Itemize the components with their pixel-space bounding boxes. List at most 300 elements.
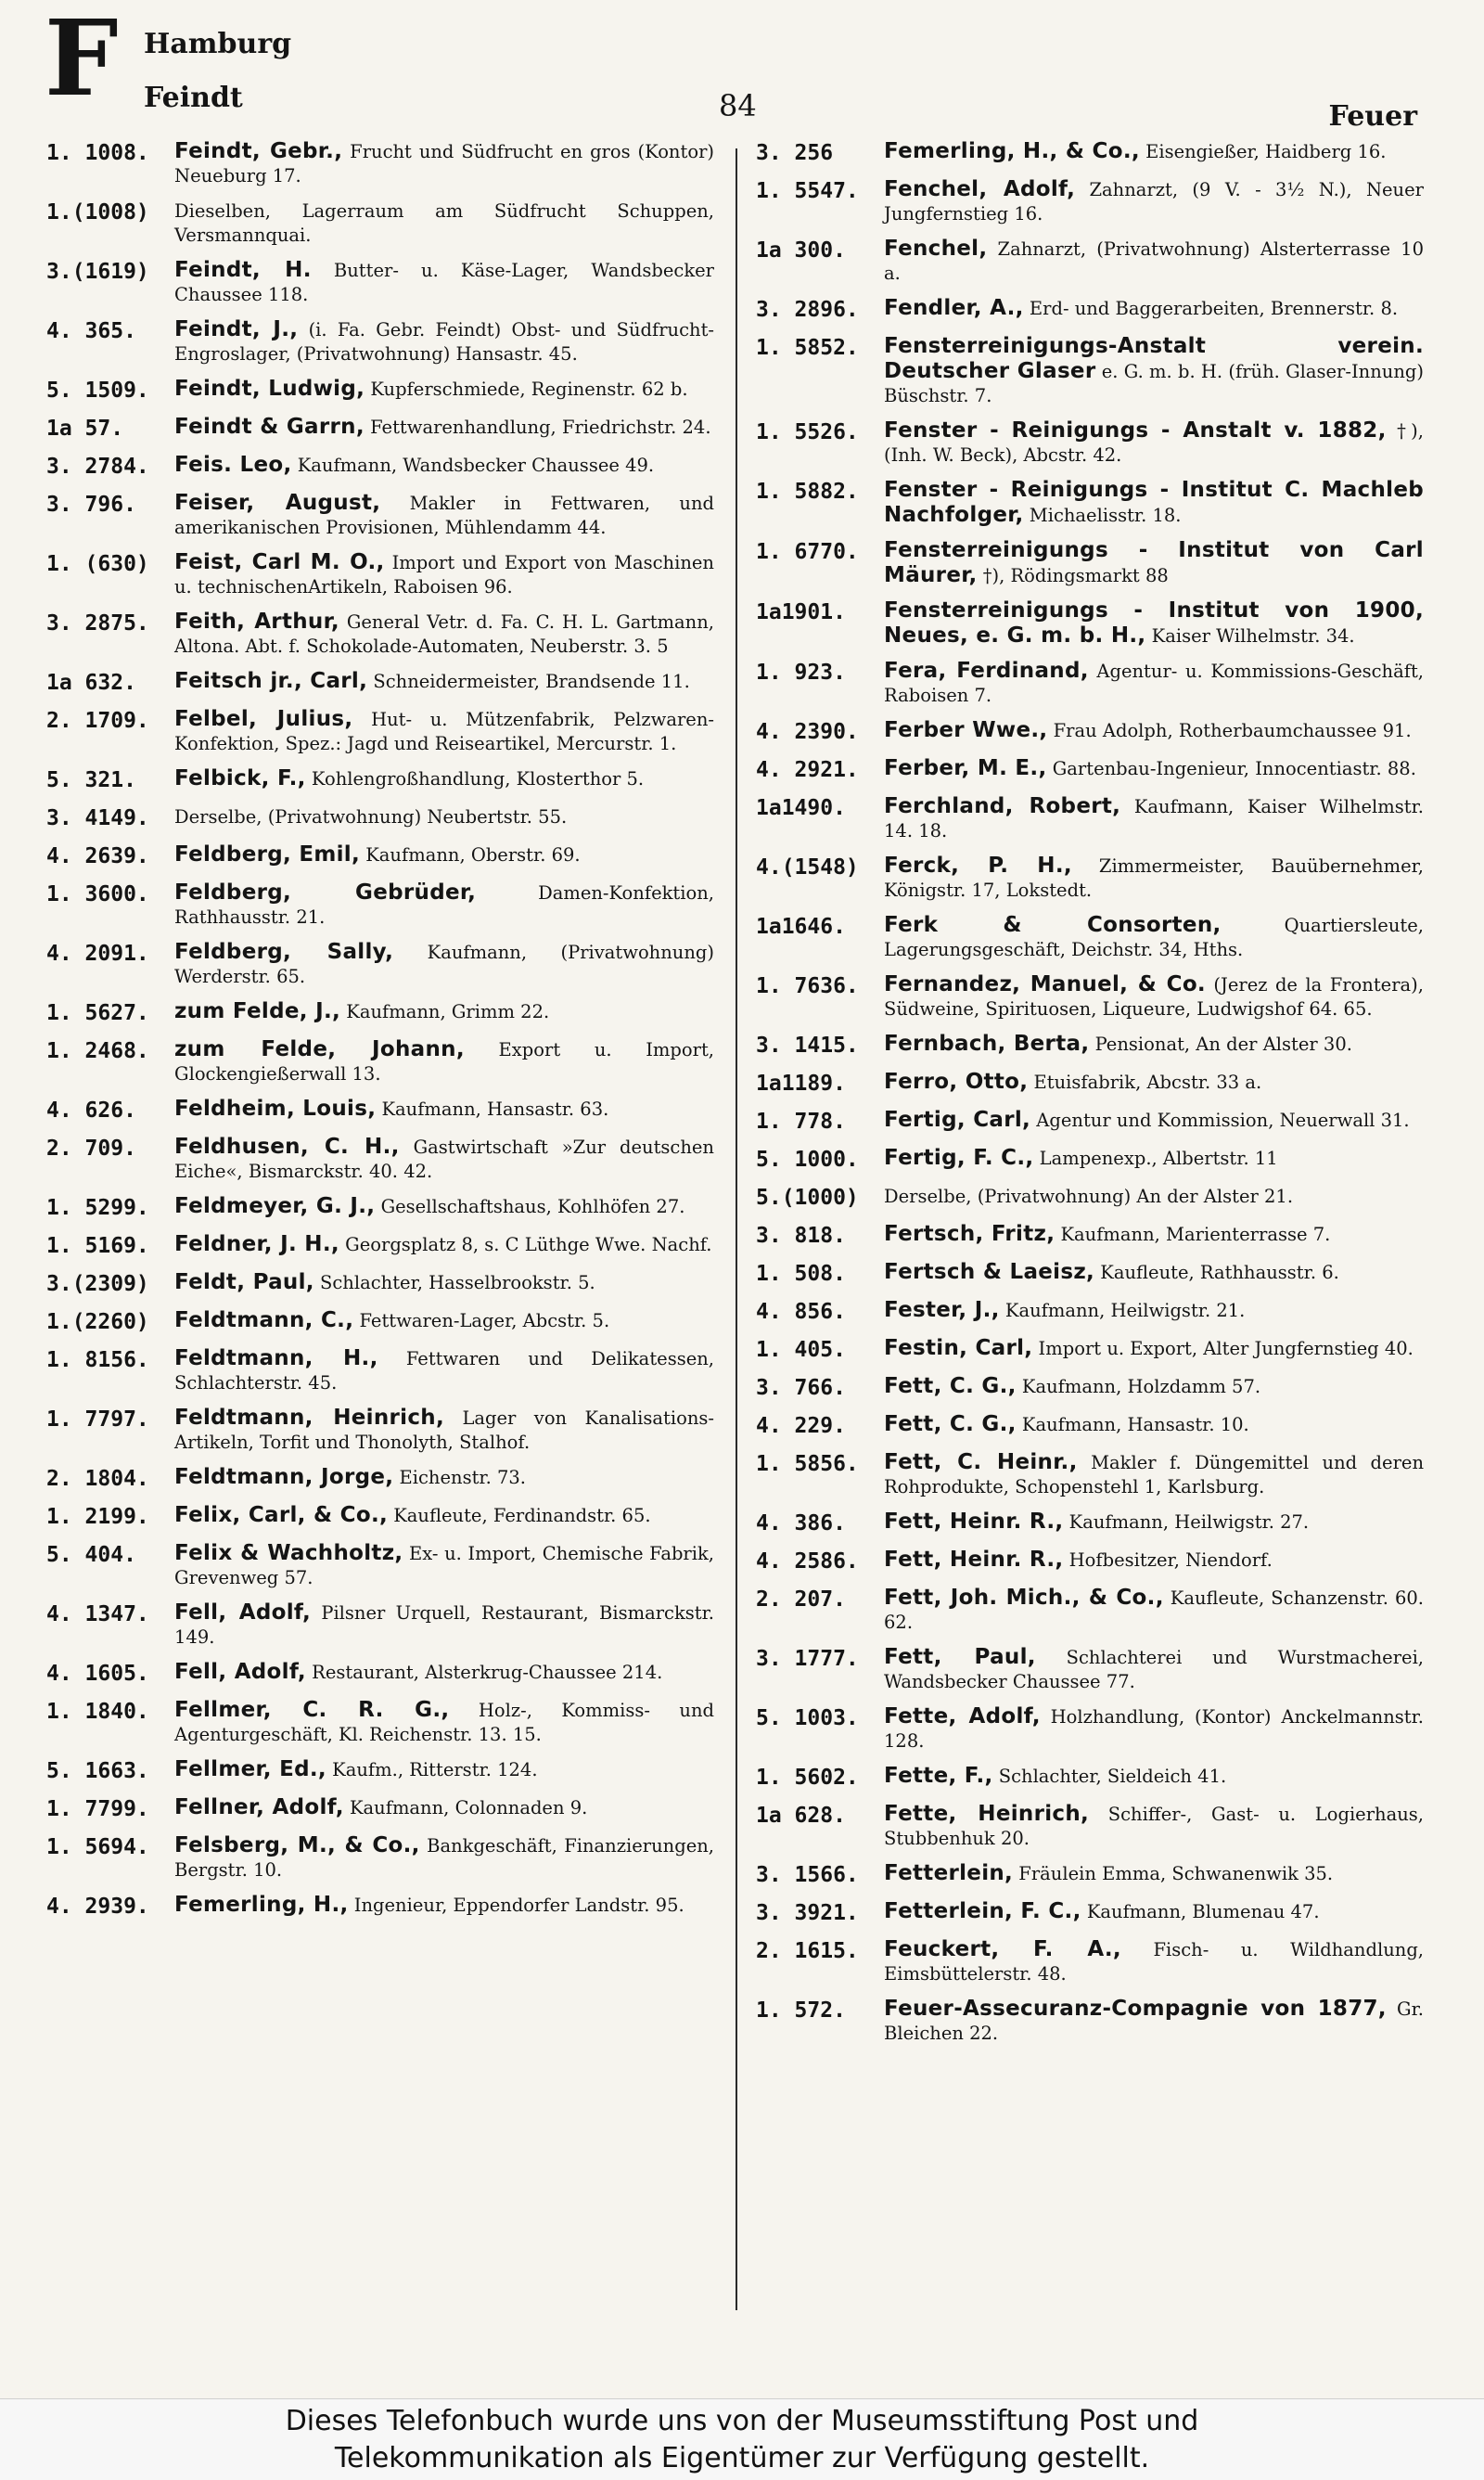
directory-entry [756,1260,1424,1288]
entry-text [884,139,1424,167]
entry-details: Kaufleute, Rathhausstr. 6. [1100,1262,1339,1283]
entry-name: Feldner, J. H., [174,1232,339,1256]
directory-entry [756,139,1424,167]
phone-number: 4. 2586. [756,1549,859,1574]
entry-text [884,1184,1424,1212]
entry-name: Feldtmann, Jorge, [174,1465,394,1489]
entry-details: Holzhandlung, (Kontor) Anckelmannstr. 128. [884,1706,1424,1752]
entry-details: Frucht und Südfrucht en gros (Kontor) Neueburg 17. [174,141,714,186]
phone-number: 3. 4149. [46,806,149,830]
phone-number: 1. 405. [756,1338,846,1362]
phone-number: 1.(2260) [46,1310,149,1334]
entry-details: Kaufmann, Hansastr. 63. [381,1099,609,1120]
directory-entry [46,377,714,405]
entry-name: Feldtmann, C., [174,1308,354,1332]
directory-entry [46,1795,714,1823]
entry-name: Fellmer, Ed., [174,1757,326,1781]
phone-number: 1. 5856. [756,1452,859,1476]
directory-entry [756,1861,1424,1889]
footer-line-2: Telekommunikation als Eigentümer zur Verfügung gestellt. [334,2442,1150,2474]
entry-text [884,1704,1424,1754]
entry-name: Feldheim, Louis, [174,1097,377,1121]
entry-name: Feith, Arthur, [174,610,339,634]
directory-entry [756,1899,1424,1927]
entry-details: Derselbe, (Privatwohnung) Neubertstr. 55. [174,806,568,828]
phone-number: 1. 2199. [46,1505,149,1529]
entry-details: Schneidermeister, Brandsende 11. [373,671,690,692]
phone-number: 4. 2639. [46,844,149,868]
directory-entry [46,842,714,870]
entry-text [884,718,1424,746]
entry-text [884,794,1424,843]
entry-name: Feist, Carl M. O., [174,550,385,574]
directory-entry [756,1146,1424,1174]
entry-details: Fräulein Emma, Schwanenwik 35. [1018,1863,1334,1884]
entry-details: Gastwirtschaft »Zur deutschen Eiche«, Bismarckstr. 40. 42. [174,1137,714,1182]
entry-details: Kaufmann, Marienterrasse 7. [1060,1224,1331,1245]
directory-entry [46,669,714,697]
entry-details: Kaufmann, Oberstr. 69. [365,844,581,866]
entry-text [884,1032,1424,1060]
entry-details: Zimmermeister, Bauübernehmer, Königstr. 17, Lokstedt. [884,855,1424,901]
entry-details: Bankgeschäft, Finanzierungen, Bergstr. 10. [174,1835,714,1881]
entry-text [174,1795,714,1823]
entry-text [884,1764,1424,1792]
directory-entry [756,1510,1424,1537]
phone-number: 1. 778. [756,1110,846,1134]
entry-details: †), Rödingsmarkt 88 [982,565,1169,586]
entry-text [884,1222,1424,1250]
entry-text [174,1135,714,1184]
entry-text [174,1503,714,1531]
phone-number: 4. 1347. [46,1602,149,1626]
entry-name: Fett, Joh. Mich., & Co., [884,1586,1164,1610]
phone-number: 1. 508. [756,1262,846,1286]
entry-text [884,1070,1424,1098]
entry-details: Pensionat, An der Alster 30. [1094,1034,1352,1055]
right-column [756,139,1424,2389]
entry-text [884,1412,1424,1440]
phone-number: 1a 300. [756,238,846,263]
entry-details: Kaufmann, Holzdamm 57. [1021,1376,1261,1397]
entry-name: Feindt, J., [174,317,299,341]
phone-number: 4.(1548) [756,855,859,880]
entry-text [884,418,1424,468]
entry-name: Feis. Leo, [174,453,292,477]
phone-number: 5.(1000) [756,1186,859,1210]
entry-details: Gr. Bleichen 22. [884,1998,1424,2044]
directory-entry [756,913,1424,962]
entry-details: Lampenexp., Albertstr. 11 [1039,1148,1278,1169]
phone-number: 1. 5602. [756,1766,859,1790]
entry-details: Quartiersleute, Lagerungsgeschäft, Deichstr. 34, Hths. [884,915,1424,960]
entry-name: Felbick, F., [174,766,306,790]
directory-entry [756,1222,1424,1250]
phone-number: 1. 572. [756,1998,846,2023]
city-heading: Hamburg [144,28,292,60]
directory-entry [756,1374,1424,1402]
entry-name: Ferro, Otto, [884,1070,1029,1094]
entry-details: e. G. m. b. H. (früh. Glaser-Innung) Büschstr. 7. [884,361,1424,406]
entry-details: Kaufmann, Heilwigstr. 21. [1004,1300,1246,1321]
entry-name: Fensterreinigungs-Anstalt verein. Deutscher Glaser [884,334,1424,383]
entry-name: Fenster - Reinigungs - Anstalt v. 1882, [884,418,1387,443]
entry-text [174,940,714,989]
entry-text [174,550,714,599]
entry-details: Kaufmann, Hansastr. 10. [1021,1414,1249,1435]
directory-entry [46,999,714,1027]
entry-text [174,1037,714,1086]
entry-text [884,1645,1424,1694]
phone-number: 3. 256 [756,141,834,165]
directory-entry [46,1270,714,1298]
entry-text [884,177,1424,226]
entry-name: Feindt, Ludwig, [174,377,365,401]
phone-number: 1. 5169. [46,1234,149,1258]
entry-text [174,415,714,443]
phone-number: 3. 796. [46,493,136,517]
phone-number: 1. 5299. [46,1196,149,1220]
entry-text [884,659,1424,708]
directory-entry [46,550,714,599]
phone-number: 1a 628. [756,1804,846,1828]
directory-entry [46,707,714,756]
entry-details: Kaufm., Ritterstr. 124. [332,1759,538,1780]
phone-number: 1. 7799. [46,1797,149,1821]
phone-number: 3. 1566. [756,1863,859,1887]
directory-entry [46,1757,714,1785]
phone-number: 1. 5547. [756,179,859,203]
footer-line-1: Dieses Telefonbuch wurde uns von der Museumsstiftung Post und [285,2405,1199,2437]
directory-entry [46,1833,714,1882]
entry-name: Fester, J., [884,1298,1000,1322]
directory-entry [756,1802,1424,1851]
entry-details: Import und Export von Maschinen u. technischenArtikeln, Raboisen 96. [174,552,714,598]
phone-number: 1a1901. [756,600,846,624]
phone-number: 2. 1709. [46,709,149,733]
entry-details: Export u. Import, Glockengießerwall 13. [174,1039,714,1085]
entry-text [174,199,714,248]
directory-entry [46,1541,714,1590]
phone-number: 1. 6770. [756,540,859,564]
phone-number: 4. 626. [46,1099,136,1123]
entry-name: Feldhusen, C. H., [174,1135,400,1159]
entry-details: Makler f. Düngemittel und deren Rohprodukte, Schopenstehl 1, Karlsburg. [884,1452,1424,1497]
entry-name: Fensterreinigungs - Institut von Carl Mäurer, [884,538,1424,587]
entry-details: Kaufleute, Schanzenstr. 60. 62. [884,1587,1424,1633]
phone-number: 3. 3921. [756,1901,859,1925]
directory-entry [46,1465,714,1493]
phone-number: 3.(1619) [46,260,149,284]
entry-details: Fettwaren und Delikatessen, Schlachterstr. 45. [174,1348,714,1394]
entry-details: Dieselben, Lagerraum am Südfrucht Schuppen, Versmannquai. [174,200,714,246]
phone-number: 3. 1777. [756,1647,859,1671]
entry-text [884,1450,1424,1499]
entry-details: Frau Adolph, Rotherbaumchaussee 91. [1053,720,1412,741]
phone-number: 5. 1509. [46,379,149,403]
entry-text [174,1308,714,1336]
entry-text [884,296,1424,324]
directory-entry [756,334,1424,408]
entry-details: Schlachterei und Wurstmacherei, Wandsbecker Chaussee 77. [884,1647,1424,1692]
entry-details: Derselbe, (Privatwohnung) An der Alster 21. [884,1186,1294,1207]
entry-text [174,1270,714,1298]
directory-entry [46,1232,714,1260]
entry-text [174,1346,714,1395]
entry-details: Georgsplatz 8, s. C Lüthge Wwe. Nachf. [345,1234,712,1255]
entry-text [174,1097,714,1124]
entry-text [174,999,714,1027]
entry-name: Fett, C. G., [884,1412,1017,1436]
entry-name: Fett, Heinr. R., [884,1548,1064,1572]
directory-entry [46,1135,714,1184]
entry-details: Kaufmann, Heilwigstr. 27. [1068,1511,1310,1533]
entry-name: Fell, Adolf, [174,1660,306,1684]
phone-number: 4. 2091. [46,942,149,966]
directory-entry [46,1194,714,1222]
column-divider [736,148,737,2310]
entry-text [174,1698,714,1747]
phone-number: 3. 2896. [756,298,859,322]
entry-text [174,880,714,930]
directory-entry [46,1037,714,1086]
last-entry-heading: Feuer [1328,100,1417,133]
directory-entry [756,1412,1424,1440]
entry-name: zum Felde, Johann, [174,1037,465,1061]
entry-details: Eisengießer, Haidberg 16. [1145,141,1387,162]
section-letter: F [45,0,119,120]
directory-entry [46,766,714,794]
directory-entry [756,1645,1424,1694]
entry-details: Agentur und Kommission, Neuerwall 31. [1036,1110,1410,1131]
entry-details: Fisch- u. Wildhandlung, Eimsbüttelerstr. 48. [884,1939,1424,1985]
entry-details: Kaufmann, Colonnaden 9. [349,1797,588,1818]
entry-details: Kohlengroßhandlung, Klosterthor 5. [311,768,645,790]
entry-details: Kaufmann, Kaiser Wilhelmstr. 14. 18. [884,796,1424,842]
phone-number: 1. 5882. [756,480,859,504]
entry-text [174,1893,714,1921]
entry-details: Ingenieur, Eppendorfer Landstr. 95. [353,1895,684,1916]
phone-number: 4. 229. [756,1414,846,1438]
entry-text [884,598,1424,649]
phone-number: 1. 7797. [46,1407,149,1432]
directory-entry [756,1704,1424,1754]
directory-entry [46,199,714,248]
entry-name: Feldberg, Emil, [174,842,361,867]
entry-details: Damen-Konfektion, Rathhausstr. 21. [174,882,714,928]
phone-number: 2. 709. [46,1137,136,1161]
entry-text [884,1548,1424,1575]
phone-number: 1. 2468. [46,1039,149,1063]
entry-details: Agentur- u. Kommissions-Geschäft, Raboisen 7. [884,661,1424,706]
entry-details: Restaurant, Alsterkrug-Chaussee 214. [312,1662,663,1683]
entry-name: Felix & Wachholtz, [174,1541,403,1565]
entry-name: Fensterreinigungs - Institut von 1900, Neues, e. G. m. b. H., [884,598,1424,648]
entry-details: Zahnarzt, (Privatwohnung) Alsterterrasse 10 a. [884,238,1424,284]
directory-entry [756,854,1424,903]
entry-name: Fetterlein, F. C., [884,1899,1081,1923]
entry-text [884,478,1424,528]
page-number: 84 [719,88,757,123]
entry-text [884,1861,1424,1889]
phone-number: 5. 321. [46,768,136,792]
directory-entry [46,940,714,989]
entry-text [174,1757,714,1785]
entry-details: Schlachter, Hasselbrookstr. 5. [320,1272,595,1293]
entry-name: Feindt & Garrn, [174,415,365,439]
entry-name: Femerling, H., & Co., [884,139,1140,163]
entry-text [884,1510,1424,1537]
entry-text [174,707,714,756]
directory-entry [756,1997,1424,2046]
entry-name: Fernbach, Berta, [884,1032,1090,1056]
entry-details: Kaufmann, Blumenau 47. [1086,1901,1320,1922]
entry-text [884,538,1424,588]
phone-number: 1. 923. [756,661,846,685]
entry-name: Fette, F., [884,1764,993,1788]
directory-entry [756,478,1424,528]
entry-name: Feuer-Assecuranz-Compagnie von 1877, [884,1997,1387,2021]
entry-text [884,1298,1424,1326]
entry-details: Fettwarenhandlung, Friedrichstr. 24. [370,417,711,438]
phone-number: 1. (630) [46,552,149,576]
entry-name: Fett, C. Heinr., [884,1450,1078,1474]
directory-entry [756,296,1424,324]
entry-name: Ferber, M. E., [884,756,1047,780]
entry-name: Fendler, A., [884,296,1024,320]
directory-entry [46,1698,714,1747]
phone-number: 1a1189. [756,1072,846,1096]
phone-number: 1. 5526. [756,420,859,444]
phone-number: 4. 2921. [756,758,859,782]
entry-details: Kaufmann, Grimm 22. [346,1001,550,1022]
entry-details: Michaelisstr. 18. [1029,505,1182,526]
entry-name: Feiser, August, [174,491,381,515]
entry-details: Etuisfabrik, Abcstr. 33 a. [1033,1072,1262,1093]
phone-number: 4. 386. [756,1511,846,1536]
entry-name: Ferk & Consorten, [884,913,1222,937]
entry-name: Fett, Heinr. R., [884,1510,1064,1534]
directory-entry [756,1548,1424,1575]
entry-text [884,1802,1424,1851]
entry-details: Butter- u. Käse-Lager, Wandsbecker Chaussee 118. [174,260,714,305]
entry-name: Fertig, Carl, [884,1108,1031,1132]
directory-entry [756,177,1424,226]
entry-name: Fenchel, [884,237,988,261]
entry-name: Fertsch & Laeisz, [884,1260,1095,1284]
phone-number: 1a 57. [46,417,124,441]
entry-text [174,1406,714,1455]
directory-entry [756,1336,1424,1364]
directory-entry [46,1346,714,1395]
entry-text [174,669,714,697]
directory-entry [756,1108,1424,1136]
entry-name: Feldberg, Gebrüder, [174,880,477,905]
entry-details: Gartenbau-Ingenieur, Innocentiastr. 88. [1052,758,1416,779]
entry-details: Kaufleute, Ferdinandstr. 65. [393,1505,651,1526]
directory-entry [46,1097,714,1124]
entry-text [884,1260,1424,1288]
entry-details: Kaiser Wilhelmstr. 34. [1151,625,1355,647]
entry-text [884,1336,1424,1364]
phone-number: 4. 2390. [756,720,859,744]
entry-name: Feldtmann, H., [174,1346,378,1370]
phone-number: 3. 2784. [46,455,149,479]
phone-number: 3.(2309) [46,1272,149,1296]
entry-name: Fett, C. G., [884,1374,1017,1398]
directory-entry [756,1184,1424,1212]
entry-details: Schlachter, Sieldeich 41. [998,1766,1227,1787]
directory-entry [46,1600,714,1650]
phone-number: 1. 3600. [46,882,149,906]
directory-entry [46,453,714,481]
directory-entry [756,659,1424,708]
entry-text [884,1374,1424,1402]
entry-details: Pilsner Urquell, Restaurant, Bismarckstr. 149. [174,1602,714,1648]
directory-entry [756,718,1424,746]
entry-name: Felbel, Julius, [174,707,353,731]
entry-name: Ferber Wwe., [884,718,1048,742]
directory-entry [756,1298,1424,1326]
entry-name: Feitsch jr., Carl, [174,669,368,693]
entry-text [884,972,1424,1022]
entry-details: Kaufmann, (Privatwohnung) Werderstr. 65. [174,942,714,987]
entry-text [174,766,714,794]
entry-details: Eichenstr. 73. [399,1467,526,1488]
phone-number: 4. 856. [756,1300,846,1324]
directory-entry [756,598,1424,649]
first-entry-heading: Feindt [144,82,243,114]
phone-number: 2. 1804. [46,1467,149,1491]
entry-name: Fette, Heinrich, [884,1802,1090,1826]
entry-details: Ex- u. Import, Chemische Fabrik, Grevenweg 57. [174,1543,714,1588]
entry-details: Kupferschmiede, Reginenstr. 62 b. [370,379,688,400]
entry-text [174,377,714,405]
directory-entry [46,1503,714,1531]
phone-number: 5. 1000. [756,1148,859,1172]
entry-name: Fellner, Adolf, [174,1795,344,1819]
entry-name: Festin, Carl, [884,1336,1033,1360]
directory-entry [46,139,714,188]
directory-entry [756,1450,1424,1499]
entry-text [174,139,714,188]
entry-text [884,1899,1424,1927]
entry-name: Feldt, Paul, [174,1270,314,1294]
footer-notice [0,2398,1484,2480]
entry-details: Erd- und Baggerarbeiten, Brennerstr. 8. [1029,298,1399,319]
entry-text [174,1660,714,1688]
entry-name: Felix, Carl, & Co., [174,1503,389,1527]
entry-name: Fellmer, C. R. G., [174,1698,450,1722]
entry-details: Gesellschaftshaus, Kohlhöfen 27. [380,1196,685,1217]
entry-name: Femerling, H., [174,1893,349,1917]
entry-text [174,1194,714,1222]
directory-entry [46,804,714,832]
directory-entry [756,794,1424,843]
phone-number: 1a1490. [756,796,846,820]
entry-details: Zahnarzt, (9 V. - 3½ N.), Neuer Jungfernstieg 16. [884,179,1424,225]
entry-name: Fetterlein, [884,1861,1014,1885]
directory-entry [46,491,714,540]
entry-details: Kaufmann, Wandsbecker Chaussee 49. [297,455,655,476]
phone-number: 3. 766. [756,1376,846,1400]
directory-entry [756,972,1424,1022]
directory-entry [46,317,714,366]
entry-name: Ferchland, Robert, [884,794,1121,818]
entry-name: Fell, Adolf, [174,1600,312,1625]
entry-name: Feuckert, F. A., [884,1937,1121,1961]
entry-text [174,610,714,659]
